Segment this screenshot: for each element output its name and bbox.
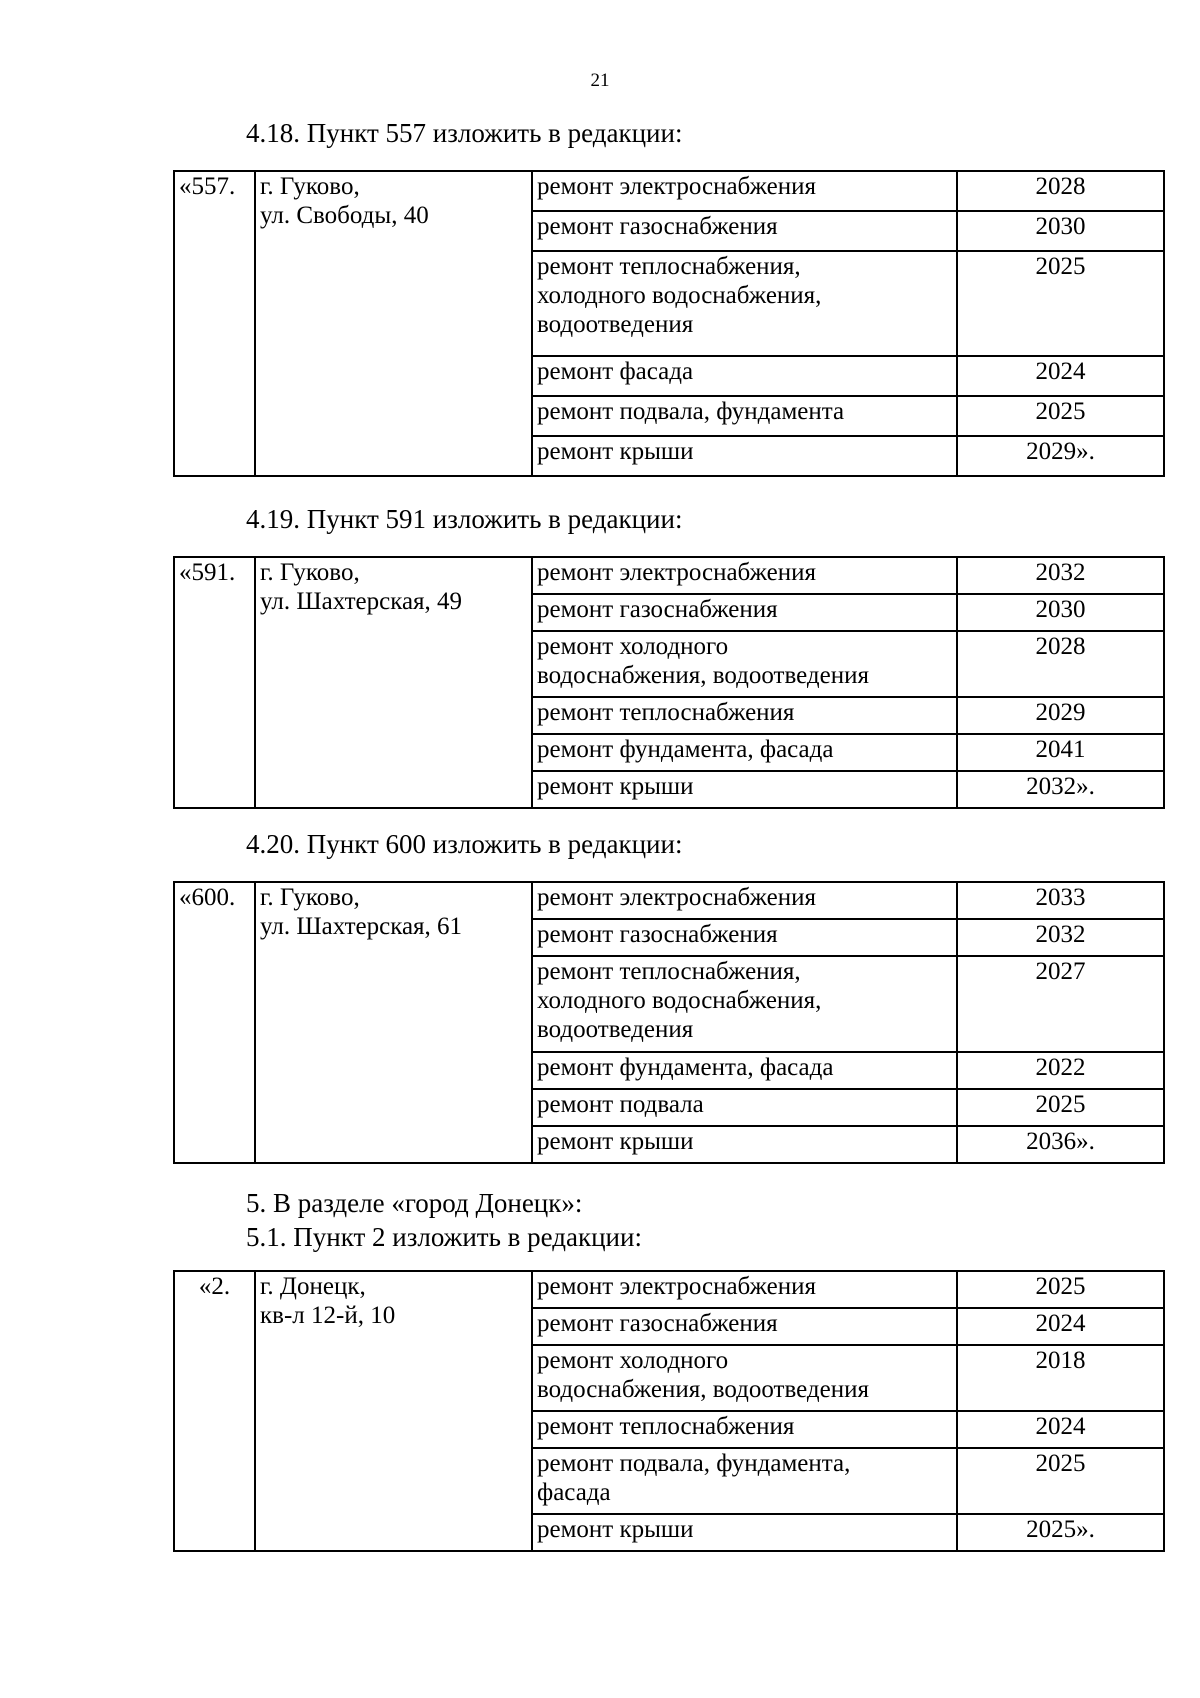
work-type xyxy=(532,557,957,594)
work-line: ремонт газоснабжения xyxy=(537,921,778,948)
work-type xyxy=(532,771,957,808)
work-line: холодного водоснабжения, xyxy=(537,282,822,309)
amendment-table xyxy=(173,556,1165,809)
address-street: ул. Шахтерская, 49 xyxy=(260,588,463,615)
work-year: 2025». xyxy=(957,1514,1164,1551)
item-number: «591. xyxy=(174,557,255,808)
work-line: водоснабжения, водоотведения xyxy=(537,662,869,689)
work-type xyxy=(532,1271,957,1308)
work-year: 2025 xyxy=(957,1448,1164,1514)
work-year: 2036». xyxy=(957,1126,1164,1163)
work-type xyxy=(532,171,957,211)
work-year: 2029». xyxy=(957,436,1164,476)
work-line: ремонт газоснабжения xyxy=(537,1310,778,1337)
work-type xyxy=(532,919,957,956)
work-year: 2018 xyxy=(957,1345,1164,1411)
work-type xyxy=(532,956,957,1052)
work-type xyxy=(532,1514,957,1551)
work-year: 2028 xyxy=(957,631,1164,697)
work-line: ремонт электроснабжения xyxy=(537,1273,816,1300)
work-year: 2029 xyxy=(957,697,1164,734)
work-line: ремонт подвала, фундамента xyxy=(537,398,845,425)
work-line: ремонт электроснабжения xyxy=(537,884,816,911)
amendment-table xyxy=(173,170,1165,477)
page-number: 21 xyxy=(590,70,610,91)
address-cell xyxy=(255,1271,532,1551)
work-line: ремонт теплоснабжения xyxy=(537,1413,795,1440)
work-type xyxy=(532,1411,957,1448)
work-year: 2032». xyxy=(957,771,1164,808)
work-type xyxy=(532,396,957,436)
section-heading: 4.19. Пункт 591 изложить в редакции: xyxy=(246,504,683,534)
work-year: 2027 xyxy=(957,956,1164,1052)
address-street: кв-л 12-й, 10 xyxy=(260,1302,396,1329)
section-heading: 4.20. Пункт 600 изложить в редакции: xyxy=(246,829,683,859)
work-line: ремонт фасада xyxy=(537,358,694,385)
work-line: ремонт подвала, фундамента, xyxy=(537,1450,851,1477)
work-line: ремонт крыши xyxy=(537,1516,694,1543)
address-street: ул. Шахтерская, 61 xyxy=(260,913,463,940)
address-city: г. Гуково, xyxy=(260,173,360,200)
work-year: 2025 xyxy=(957,396,1164,436)
amendment-table xyxy=(173,881,1165,1164)
address-city: г. Гуково, xyxy=(260,884,360,911)
address-city: г. Донецк, xyxy=(260,1273,366,1300)
work-line: фасада xyxy=(537,1479,611,1506)
work-type xyxy=(532,251,957,356)
work-line: ремонт холодного xyxy=(537,1347,729,1374)
work-line: ремонт фундамента, фасада xyxy=(537,1054,834,1081)
work-type xyxy=(532,1052,957,1089)
work-type xyxy=(532,631,957,697)
work-line: водоотведения xyxy=(537,311,694,338)
work-year: 2033 xyxy=(957,882,1164,919)
work-type xyxy=(532,734,957,771)
work-line: ремонт подвала xyxy=(537,1091,704,1118)
work-line: ремонт крыши xyxy=(537,438,694,465)
work-year: 2030 xyxy=(957,594,1164,631)
work-year: 2041 xyxy=(957,734,1164,771)
item-number: «2. xyxy=(174,1271,255,1551)
work-type xyxy=(532,211,957,251)
work-line: ремонт фундамента, фасада xyxy=(537,736,834,763)
address-street: ул. Свободы, 40 xyxy=(260,202,429,229)
section-subheading: 5.1. Пункт 2 изложить в редакции: xyxy=(246,1222,642,1252)
address-cell xyxy=(255,882,532,1163)
work-year: 2028 xyxy=(957,171,1164,211)
work-year: 2025 xyxy=(957,1271,1164,1308)
address-city: г. Гуково, xyxy=(260,559,360,586)
work-line: ремонт газоснабжения xyxy=(537,596,778,623)
item-number: «600. xyxy=(174,882,255,1163)
work-year: 2032 xyxy=(957,557,1164,594)
work-line: ремонт газоснабжения xyxy=(537,213,778,240)
work-year: 2030 xyxy=(957,211,1164,251)
address-cell xyxy=(255,171,532,476)
work-line: ремонт теплоснабжения xyxy=(537,699,795,726)
work-year: 2032 xyxy=(957,919,1164,956)
work-year: 2022 xyxy=(957,1052,1164,1089)
work-type xyxy=(532,1448,957,1514)
work-type xyxy=(532,1089,957,1126)
work-year: 2025 xyxy=(957,1089,1164,1126)
work-line: ремонт крыши xyxy=(537,773,694,800)
work-year: 2024 xyxy=(957,1411,1164,1448)
work-line: ремонт теплоснабжения, xyxy=(537,253,801,280)
work-type xyxy=(532,356,957,396)
work-type xyxy=(532,1308,957,1345)
work-line: водоотведения xyxy=(537,1016,694,1043)
amendment-table xyxy=(173,1270,1165,1552)
work-year: 2024 xyxy=(957,1308,1164,1345)
item-number: «557. xyxy=(174,171,255,476)
work-type xyxy=(532,436,957,476)
work-type xyxy=(532,697,957,734)
work-line: ремонт электроснабжения xyxy=(537,173,816,200)
work-line: ремонт холодного xyxy=(537,633,729,660)
work-year: 2024 xyxy=(957,356,1164,396)
work-type xyxy=(532,1126,957,1163)
section-heading: 4.18. Пункт 557 изложить в редакции: xyxy=(246,118,683,148)
work-type xyxy=(532,882,957,919)
address-cell xyxy=(255,557,532,808)
work-type xyxy=(532,1345,957,1411)
section-heading: 5. В разделе «город Донецк»: xyxy=(246,1188,583,1218)
work-line: ремонт теплоснабжения, xyxy=(537,958,801,985)
work-line: холодного водоснабжения, xyxy=(537,987,822,1014)
work-year: 2025 xyxy=(957,251,1164,356)
work-line: водоснабжения, водоотведения xyxy=(537,1376,869,1403)
work-line: ремонт крыши xyxy=(537,1128,694,1155)
work-type xyxy=(532,594,957,631)
work-line: ремонт электроснабжения xyxy=(537,559,816,586)
